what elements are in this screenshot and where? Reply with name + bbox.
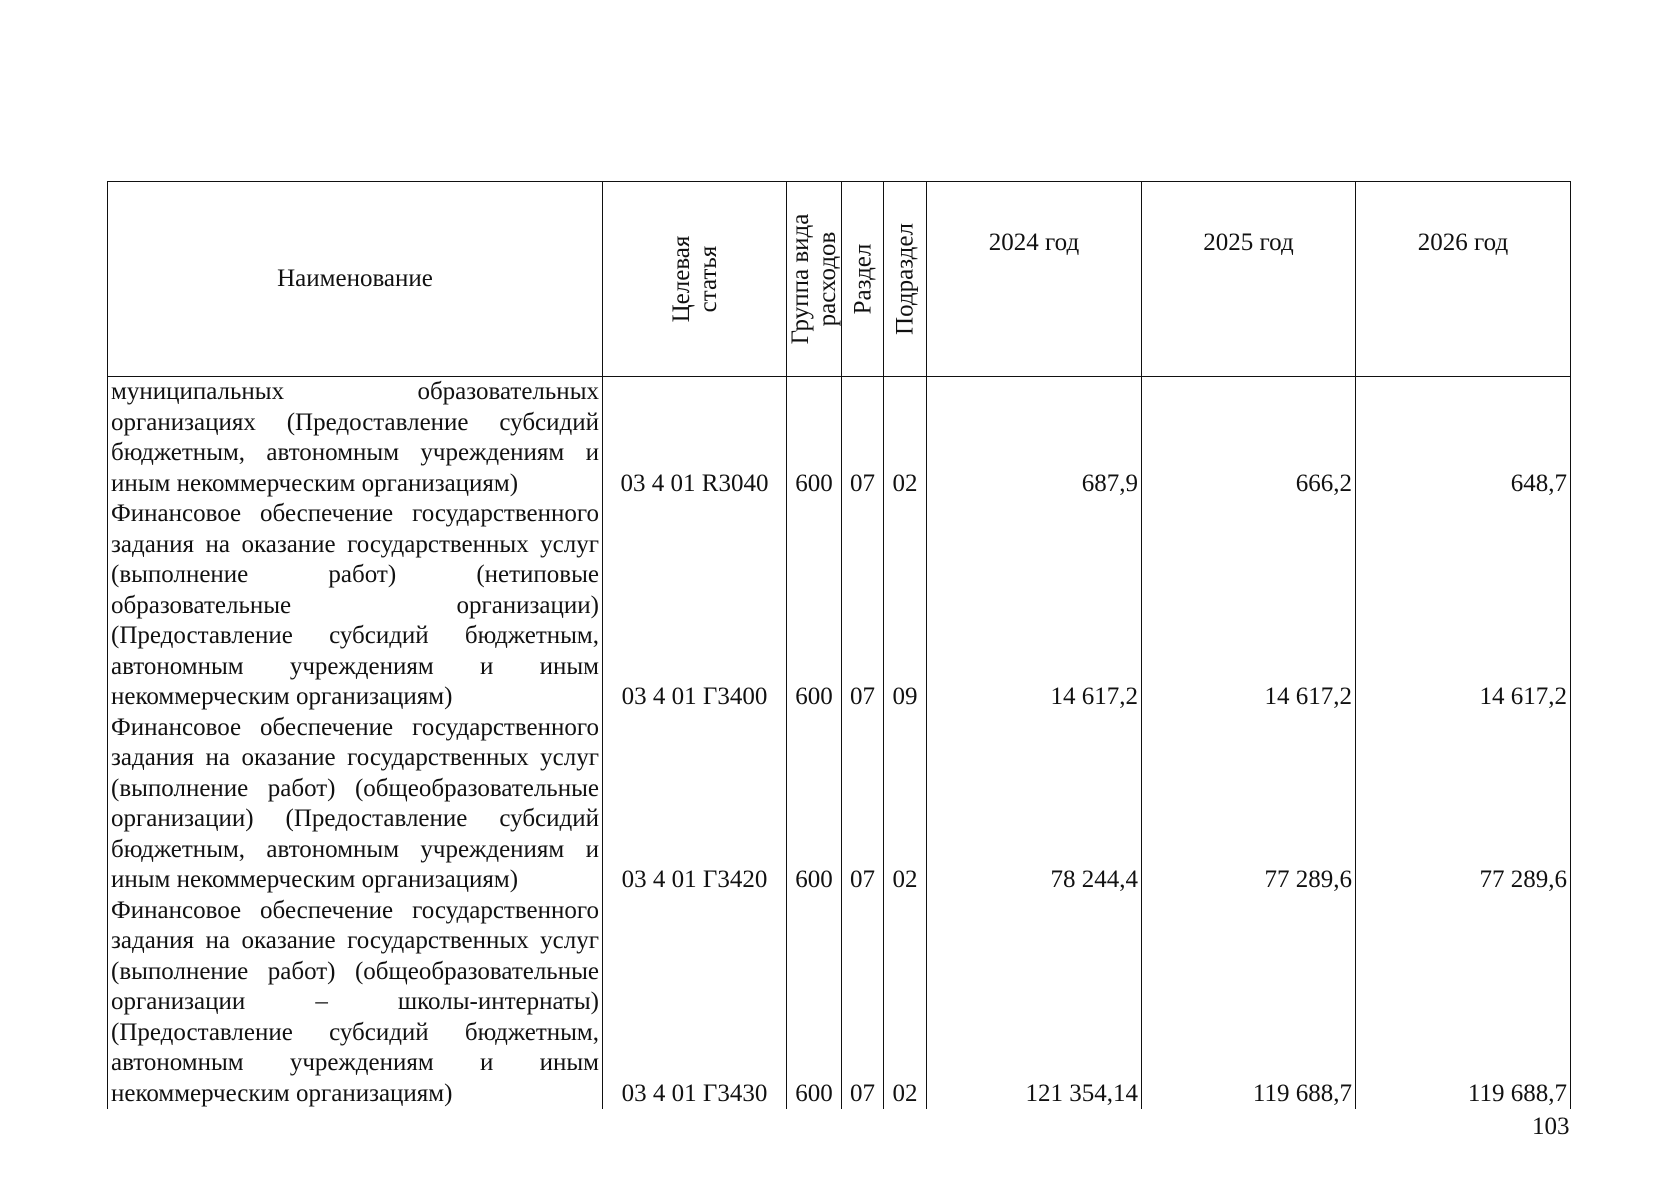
row-value-2024: 687,9 [927,377,1142,500]
row-group: 600 [787,377,842,500]
header-section [842,182,884,377]
row-group: 600 [787,896,842,1110]
row-value-2025: 666,2 [1142,377,1356,500]
header-2025 [1142,182,1356,377]
row-target: 03 4 01 R3040 [603,377,787,500]
row-value-2026: 14 617,2 [1356,499,1571,713]
header-target-label: Целевая статья [667,235,722,323]
header-name-label: Наименование [277,264,433,292]
row-value-2025: 77 289,6 [1142,713,1356,896]
row-value-2024: 121 354,14 [927,896,1142,1110]
row-name-cell [108,499,603,713]
row-section: 07 [842,499,884,713]
row-value-2025: 119 688,7 [1142,896,1356,1110]
row-section: 07 [842,896,884,1110]
table-row [108,377,1571,500]
row-value-2024: 14 617,2 [927,499,1142,713]
row-subsection: 09 [884,499,927,713]
row-target: 03 4 01 Г3430 [603,896,787,1110]
table-row [108,713,1571,896]
row-group: 600 [787,499,842,713]
table-row [108,499,1571,713]
header-section-label: Раздел [849,243,876,315]
header-group-label: Группа вида расходов [787,213,841,345]
table-row [108,896,1571,1110]
header-target [603,182,787,377]
header-subsection-label: Подраздел [891,223,919,335]
row-target: 03 4 01 Г3420 [603,713,787,896]
header-name [108,182,603,377]
header-2026-label: 2026 год [1417,229,1509,256]
row-value-2026: 119 688,7 [1356,896,1571,1110]
header-2026 [1356,182,1571,377]
header-2024 [927,182,1142,377]
row-group: 600 [787,713,842,896]
header-subsection [884,182,927,377]
row-value-2026: 77 289,6 [1356,713,1571,896]
row-target: 03 4 01 Г3400 [603,499,787,713]
row-name: Финансовое обеспечение государственного задания на оказание государственных услуг (выполнение работ) (общеобразовательные организации) (Предоставление субсидий бюджетным, автономным учреждениям и иным некоммерческим организациям) [111,713,599,893]
row-subsection: 02 [884,713,927,896]
header-2024-label: 2024 год [988,229,1080,256]
row-value-2025: 14 617,2 [1142,499,1356,713]
row-name-cell [108,896,603,1110]
header-2025-label: 2025 год [1203,229,1294,256]
row-name: Финансовое обеспечение государственного задания на оказание государственных услуг (выполнение работ) (нетиповые образовательные организации) (Предоставление субсидий бюджетным, автономным учреждениям и иным некоммерческим организациям) [111,500,599,710]
row-subsection: 02 [884,896,927,1110]
page-number: 103 [1532,1113,1570,1140]
row-name-cell [108,713,603,896]
header-group [787,182,842,377]
row-name: Финансовое обеспечение государственного задания на оказание государственных услуг (выполнение работ) (общеобразовательные организации – школы-интернаты) (Предоставление субсидий бюджетным, автономным учреждениям и иным некоммерческим организациям) [111,896,599,1107]
row-section: 07 [842,377,884,500]
row-value-2026: 648,7 [1356,377,1571,500]
row-section: 07 [842,713,884,896]
row-value-2024: 78 244,4 [927,713,1142,896]
budget-table [107,181,1571,1109]
row-name-cell [108,377,603,500]
row-subsection: 02 [884,377,927,500]
row-name: муниципальных образовательных организациях (Предоставление субсидий бюджетным, автономным учреждениям и иным некоммерческим организациям) [111,378,599,497]
table-header-row [108,182,1571,377]
